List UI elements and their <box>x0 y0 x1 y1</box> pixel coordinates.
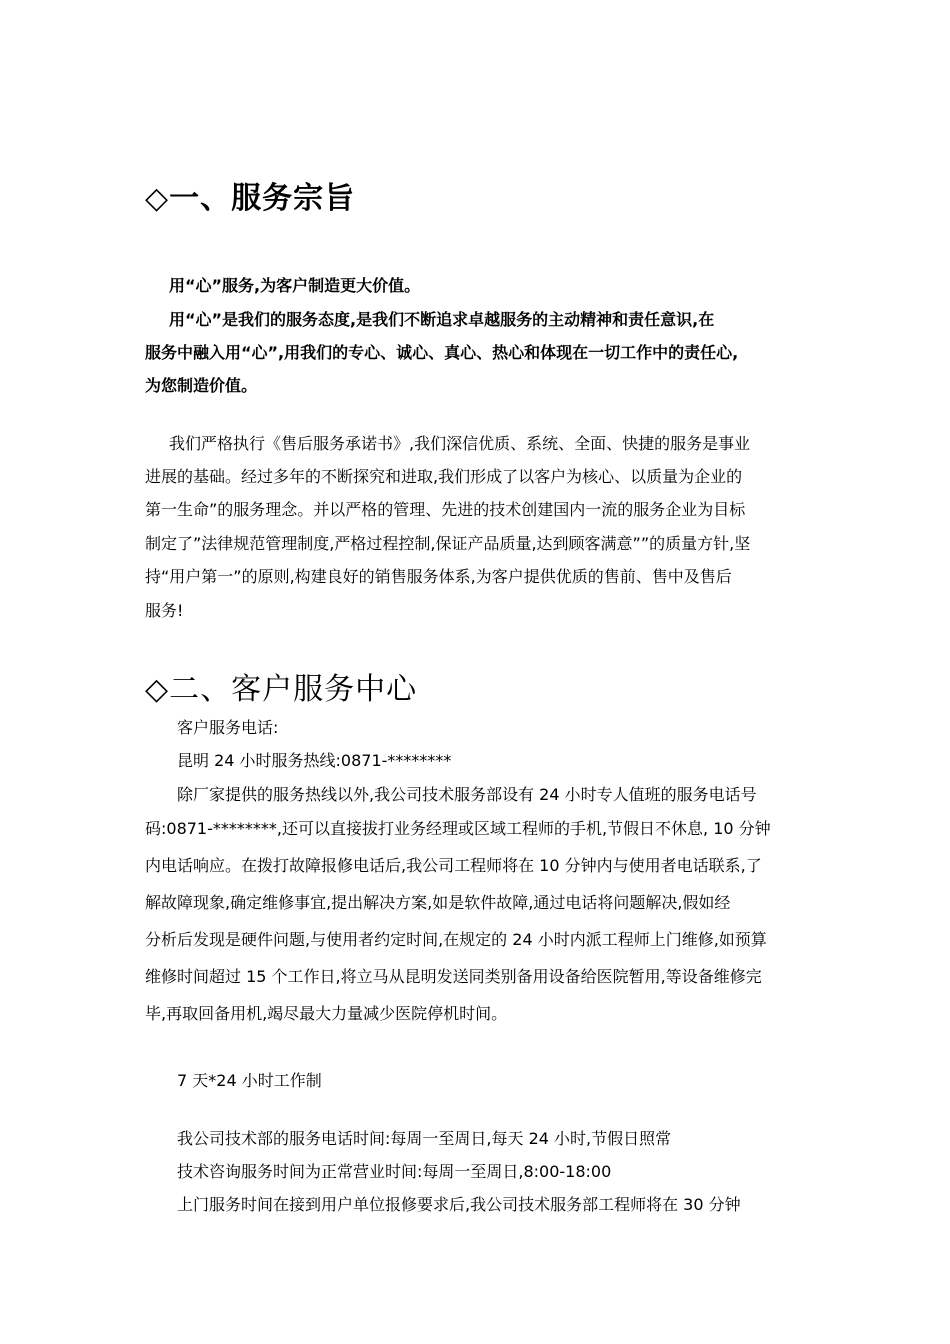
service-paragraph-line-7: 毕,再取回备用机,竭尽最大力量减少医院停机时间。 <box>145 1004 508 1023</box>
hotline-line: 昆明 24 小时服务热线:0871-******** <box>177 751 452 770</box>
bold-line-1: 用“心”服务,为客户制造更大价值。 <box>169 276 421 295</box>
paragraph-line-3: 第一生命”的服务理念。并以严格的管理、先进的技术创建国内一流的服务企业为目标 <box>145 500 746 519</box>
service-paragraph-line-2: 码:0871-********,还可以直接拔打业务经理或区域工程师的手机,节假日不休息, 10 分钟 <box>145 819 771 838</box>
bold-line-4: 为您制造价值。 <box>145 376 258 395</box>
service-paragraph-line-5: 分析后发现是硬件问题,与使用者约定时间,在规定的 24 小时内派工程师上门维修,如预算 <box>145 930 767 949</box>
paragraph-line-1: 我们严格执行《售后服务承诺书》,我们深信优质、系统、全面、快捷的服务是事业 <box>169 434 751 453</box>
paragraph-line-4: 制定了”法律规范管理制度,严格过程控制,保证产品质量,达到顾客满意””的质量方针,坚 <box>145 534 751 553</box>
section-heading-service-purpose <box>145 181 355 217</box>
paragraph-line-6: 服务! <box>145 601 184 620</box>
service-paragraph-line-3: 内电话响应。在拨打故障报修电话后,我公司工程师将在 10 分钟内与使用者电话联系,了 <box>145 856 762 875</box>
schedule-line-2: 技术咨询服务时间为正常营业时间:每周一至周日,8:00-18:00 <box>177 1162 612 1181</box>
work-system-line: 7 天*24 小时工作制 <box>177 1071 322 1090</box>
schedule-line-3: 上门服务时间在接到用户单位报修要求后,我公司技术服务部工程师将在 30 分钟 <box>177 1195 741 1214</box>
paragraph-line-5: 持“用户第一”的原则,构建良好的销售服务体系,为客户提供优质的售前、售中及售后 <box>145 567 732 586</box>
diamond-icon: ◇ <box>145 672 170 707</box>
service-paragraph-line-6: 维修时间超过 15 个工作日,将立马从昆明发送同类别备用设备给医院暂用,等设备维修完 <box>145 967 762 986</box>
bold-line-3: 服务中融入用“心”,用我们的专心、诚心、真心、热心和体现在一切工作中的责任心, <box>145 343 739 362</box>
section-heading-text: 一、服务宗旨 <box>169 181 356 216</box>
service-paragraph-line-1: 除厂家提供的服务热线以外,我公司技术服务部设有 24 小时专人值班的服务电话号 <box>177 785 757 804</box>
paragraph-line-2: 进展的基础。经过多年的不断探究和进取,我们形成了以客户为核心、以质量为企业的 <box>145 467 743 486</box>
schedule-line-1: 我公司技术部的服务电话时间:每周一至周日,每天 24 小时,节假日照常 <box>177 1129 672 1148</box>
section-heading-customer-service-center <box>145 672 417 708</box>
service-paragraph-line-4: 解故障现象,确定维修事宜,提出解决方案,如是软件故障,通过电话将问题解决,假如经 <box>145 893 731 912</box>
bold-line-2: 用“心”是我们的服务态度,是我们不断追求卓越服务的主动精神和责任意识,在 <box>169 310 715 329</box>
diamond-icon: ◇ <box>145 181 170 216</box>
section-heading-text: 二、客户服务中心 <box>169 672 418 707</box>
service-phone-label: 客户服务电话: <box>177 718 279 737</box>
